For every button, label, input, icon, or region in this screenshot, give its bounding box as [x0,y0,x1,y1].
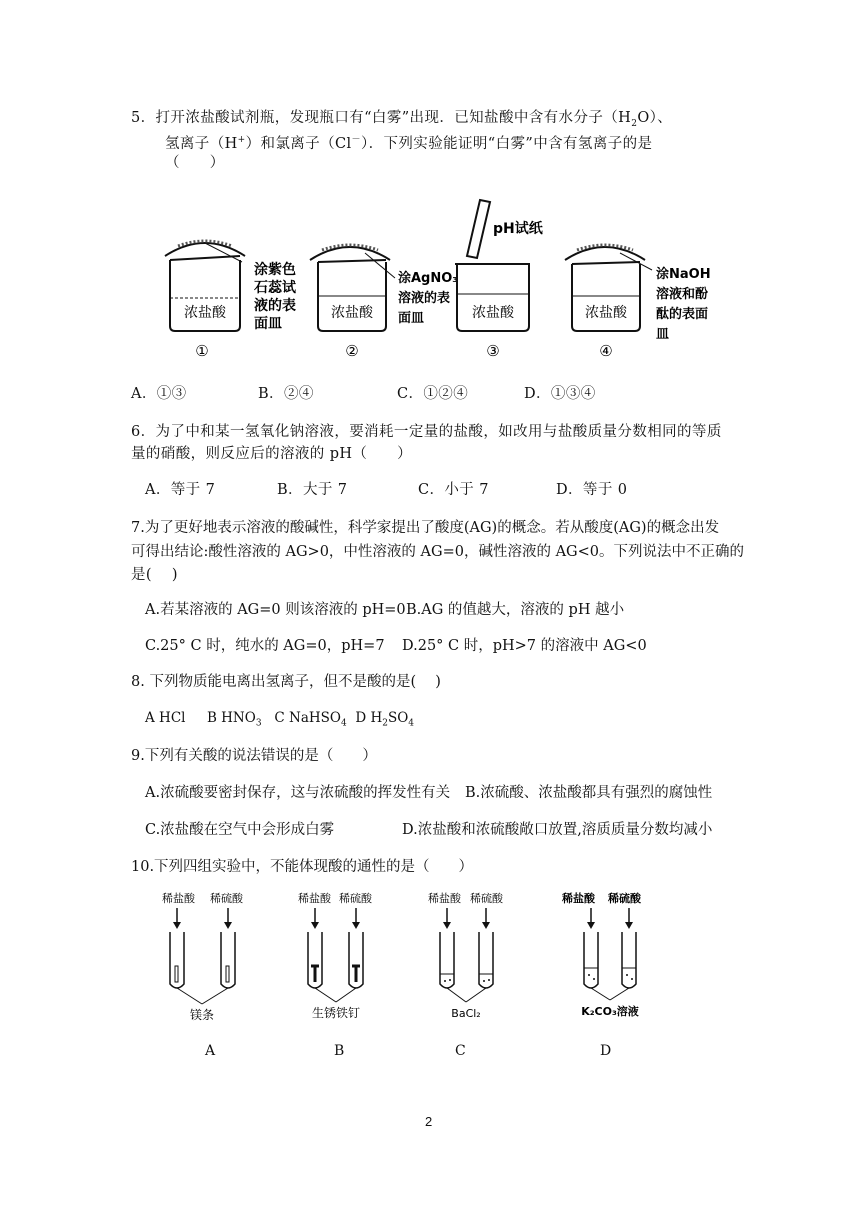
q7-line2: 可得出结论:酸性溶液的 AG>0，中性溶液的 AG=0，碱性溶液的 AG<0。下列说法中不正确的 [131,544,744,560]
q7-option-b: B.AG 的值越大，溶液的 pH 越小 [406,602,625,618]
svg-text:液的表: 液的表 [254,298,296,314]
beaker-4 [565,245,652,331]
q5-option-c: C．①②④ [397,386,469,402]
reagent-label-b: 生锈铁钉 [311,1006,361,1020]
tube-set-d [561,891,642,1018]
number-4: ④ [599,342,613,360]
tube-set-c [428,891,504,1020]
q10-letter-a: A [205,1043,216,1059]
reagent-label-a: 镁条 [189,1008,215,1022]
q7-option-a: A.若某溶液的 AG=0 则该溶液的 pH=0 [145,602,406,618]
q5-option-b: B．②④ [258,386,314,402]
q5-option-a: A．①③ [131,386,187,402]
svg-text:面皿: 面皿 [254,316,282,332]
q9-option-d: D.浓盐酸和浓硫酸敞口放置,溶质质量分数均减小 [402,822,713,838]
ph-paper [467,200,544,258]
q8-option-d: D $H_2SO_4$ [355,710,415,729]
q5-line1: 5．打开浓盐酸试剂瓶，发现瓶口有“白雾”出现．已知盐酸中含有水分子$(H_2O)$、 [131,110,673,129]
svg-text:涂紫色: 涂紫色 [254,262,296,278]
number-1: ① [195,342,209,360]
svg-text:溶液的表: 溶液的表 [398,291,451,306]
q6-option-a: A．等于 7 [145,482,216,498]
svg-text:溶液和酚: 溶液和酚 [656,287,709,302]
acid-label-c1: 稀盐酸 [428,892,461,905]
acid-label-d1: 稀盐酸 [562,892,595,905]
beaker-3-label: 浓盐酸 [472,305,514,321]
beaker-4-label: 浓盐酸 [585,305,627,321]
acid-label-c2: 稀硫酸 [470,892,503,905]
dish4-label [655,266,711,342]
q10-figure [150,888,690,1023]
q8-line1: 8. 下列物质能电离出氢离子，但不是酸的是( ) [131,674,441,690]
tube-set-a [162,891,244,1022]
q9-option-c: C.浓盐酸在空气中会形成白雾 [145,822,335,838]
dish2-label [397,270,458,326]
svg-text:皿: 皿 [656,327,670,342]
acid-label-a1: 稀盐酸 [162,892,195,905]
q8-option-b: B $HNO_3$ [206,710,262,729]
dish1-label [253,261,297,332]
q8-options [145,708,414,734]
q9-option-a: A.浓硫酸要密封保存，这与浓硫酸的挥发性有关 [145,785,451,801]
beaker-2 [310,245,395,331]
q10-letter-b: B [334,1043,345,1059]
q6-line1: 6．为了中和某一氢氧化钠溶液，要消耗一定量的盐酸，如改用与盐酸质量分数相同的等质 [131,424,722,440]
q6-option-b: B．大于 7 [277,482,348,498]
ph-paper-label: pH试纸 [493,221,543,237]
svg-text:石蕊试: 石蕊试 [254,280,296,296]
q10-line1: 10.下列四组实验中，不能体现酸的通性的是（ ） [131,859,474,875]
q7-option-d: D.25° C 时，pH>7 的溶液中 AG<0 [402,638,647,654]
q5-line3: （ ） [165,155,225,171]
q7-line1: 7.为了更好地表示溶液的酸碱性，科学家提出了酸度(AG)的概念。若从酸度(AG)的概念出发 [131,520,720,536]
tube-set-b [298,891,373,1020]
beaker-2-label: 浓盐酸 [331,305,373,321]
svg-text:酞的表面: 酞的表面 [656,307,709,322]
q6-option-c: C．小于 7 [418,482,489,498]
q10-letter-c: C [455,1043,466,1059]
q10-letter-d: D [600,1043,612,1059]
acid-label-b1: 稀盐酸 [298,892,331,905]
acid-label-a2: 稀硫酸 [210,892,243,905]
q7-option-c: C.25° C 时，纯水的 AG=0，pH=7 [145,638,385,654]
q7-line3: 是( ) [131,567,178,583]
q5-line2: 氢离子（H+）和氯离子（Cl－）．下列实验能证明“白雾”中含有氢离子的是 [165,135,653,152]
beaker-1 [165,241,245,331]
svg-text:涂AgNO₃: 涂AgNO₃ [398,271,458,286]
q6-line2: 量的硝酸，则反应后的溶液的 pH（ ） [131,446,413,462]
page-number: 2 [425,1114,433,1129]
number-3: ③ [486,342,500,360]
acid-label-d2: 稀硫酸 [608,892,641,905]
q9-line1: 9.下列有关酸的说法错误的是（ ） [131,748,377,764]
q6-option-d: D．等于 0 [556,482,628,498]
reagent-label-d: K₂CO₃溶液 [581,1005,639,1018]
q9-option-b: B.浓硫酸、浓盐酸都具有强烈的腐蚀性 [465,785,713,801]
q5-option-d: D．①③④ [524,386,596,402]
beaker-1-label: 浓盐酸 [184,305,226,321]
q5-figure [150,198,730,362]
acid-label-b2: 稀硫酸 [339,892,372,905]
q8-option-c: C NaHSO$_4$ [274,710,347,729]
beaker-3 [455,264,530,331]
number-2: ② [345,342,359,360]
svg-text:面皿: 面皿 [398,311,425,326]
reagent-label-c: BaCl₂ [451,1007,481,1020]
q8-option-a: A HCl [145,710,186,726]
svg-text:涂NaOH: 涂NaOH [656,267,711,282]
